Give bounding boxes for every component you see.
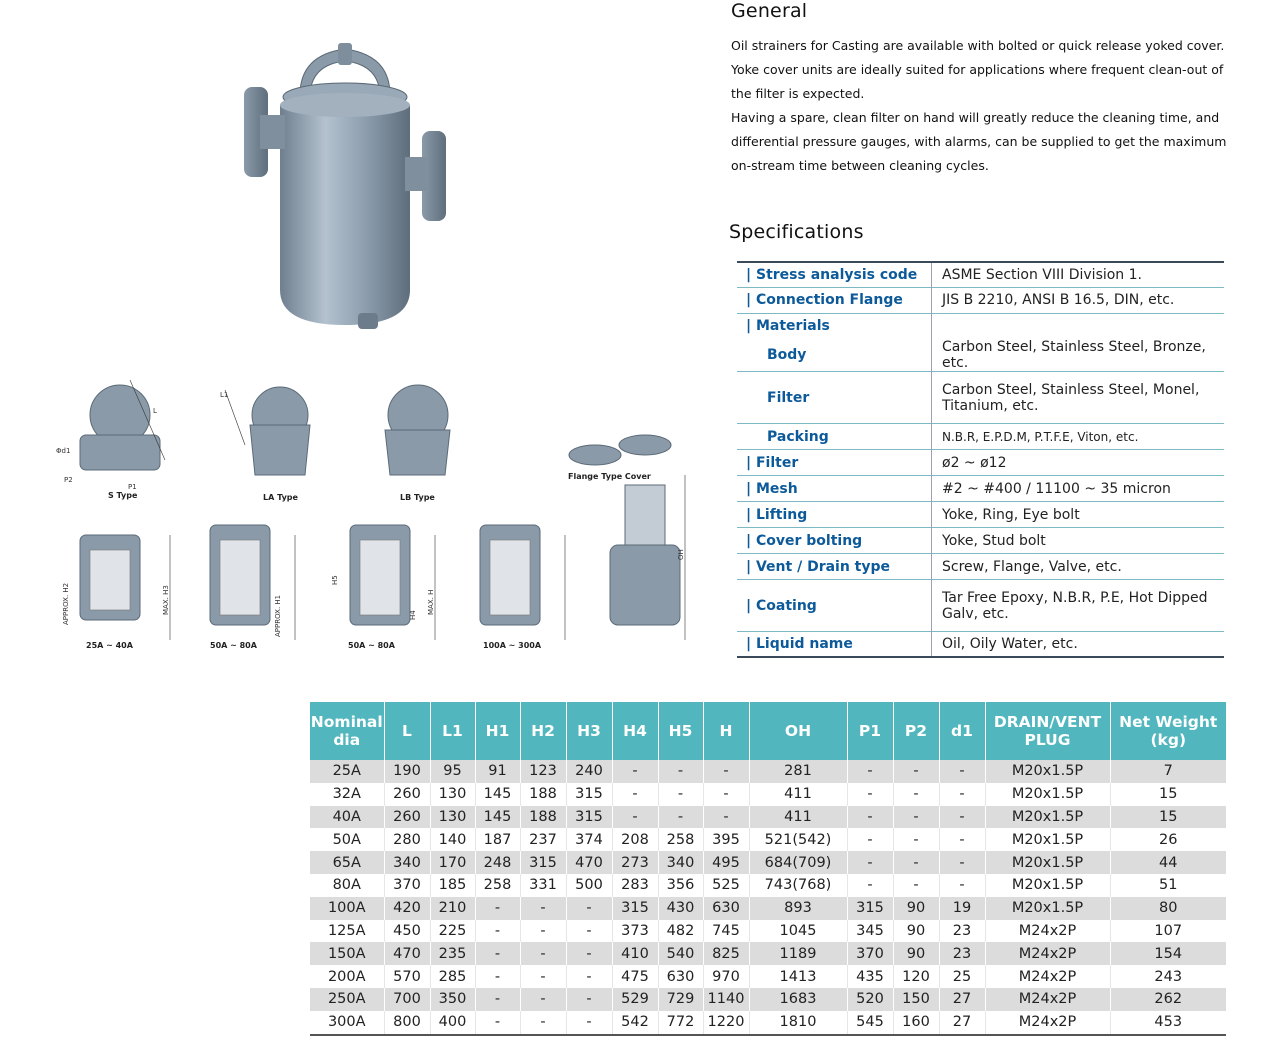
table-cell: - xyxy=(847,874,893,897)
dim-label: Φd1 xyxy=(56,447,71,455)
table-cell: 374 xyxy=(566,828,612,851)
table-cell: - xyxy=(520,897,566,920)
spec-row: | Materials xyxy=(737,313,1224,339)
table-cell: 90 xyxy=(893,920,939,943)
table-cell: 520 xyxy=(847,988,893,1011)
table-cell: 208 xyxy=(612,828,658,851)
size-label-50-80a: 50A ~ 80A xyxy=(210,641,257,650)
table-cell: 187 xyxy=(475,828,520,851)
table-cell: 23 xyxy=(939,920,985,943)
table-cell: 188 xyxy=(520,783,566,806)
dim-label: H5 xyxy=(331,575,339,585)
table-cell: 120 xyxy=(893,965,939,988)
table-cell: 140 xyxy=(430,828,475,851)
table-row xyxy=(310,897,1226,920)
table-cell: 188 xyxy=(520,806,566,829)
table-cell: - xyxy=(566,965,612,988)
table-cell: 684(709) xyxy=(749,851,847,874)
table-row xyxy=(310,806,1226,829)
table-cell: - xyxy=(847,783,893,806)
table-cell: 411 xyxy=(749,806,847,829)
table-cell: 260 xyxy=(384,806,430,829)
table-cell: M24x2P xyxy=(985,965,1110,988)
table-cell: 331 xyxy=(520,874,566,897)
table-cell: 800 xyxy=(384,1011,430,1035)
table-cell: 395 xyxy=(703,828,749,851)
spec-row: | Liquid name Oil, Oily Water, etc. xyxy=(737,632,1224,657)
table-cell: - xyxy=(847,828,893,851)
table-cell: 19 xyxy=(939,897,985,920)
table-cell: 970 xyxy=(703,965,749,988)
table-cell: 262 xyxy=(1110,988,1226,1011)
table-cell: 40A xyxy=(310,806,384,829)
table-cell: 453 xyxy=(1110,1011,1226,1035)
table-row xyxy=(310,851,1226,874)
table-cell: 273 xyxy=(612,851,658,874)
table-cell: M20x1.5P xyxy=(985,806,1110,829)
table-cell: - xyxy=(658,806,703,829)
table-cell: 80A xyxy=(310,874,384,897)
table-cell: - xyxy=(658,783,703,806)
table-cell: 260 xyxy=(384,783,430,806)
table-cell: 91 xyxy=(475,760,520,783)
table-cell: - xyxy=(520,965,566,988)
specifications-table xyxy=(737,261,1224,658)
column-header: DRAIN/VENT PLUG xyxy=(985,702,1110,760)
spec-row: Packing N.B.R, E.P.D.M, P.T.F.E, Viton, etc. xyxy=(737,424,1224,450)
table-cell: 283 xyxy=(612,874,658,897)
general-description xyxy=(731,34,1236,178)
spec-row: | Stress analysis code ASME Section VIII Division 1. xyxy=(737,262,1224,287)
table-cell: 80 xyxy=(1110,897,1226,920)
column-header: Net Weight (kg) xyxy=(1110,702,1226,760)
type-label-flange-cover: Flange Type Cover xyxy=(568,472,651,481)
table-cell: 170 xyxy=(430,851,475,874)
table-cell: 248 xyxy=(475,851,520,874)
table-cell: 15 xyxy=(1110,806,1226,829)
table-cell: - xyxy=(566,920,612,943)
table-cell: - xyxy=(520,920,566,943)
table-cell: 315 xyxy=(566,806,612,829)
table-cell: - xyxy=(475,988,520,1011)
spec-row: | Mesh #2 ~ #400 / 11100 ~ 35 micron xyxy=(737,476,1224,502)
specifications-title: Specifications xyxy=(729,221,864,243)
table-cell: - xyxy=(612,806,658,829)
table-cell: 1189 xyxy=(749,942,847,965)
table-cell: 130 xyxy=(430,783,475,806)
table-cell: 430 xyxy=(658,897,703,920)
type-label-lb: LB Type xyxy=(400,493,435,502)
table-cell: 200A xyxy=(310,965,384,988)
table-cell: M20x1.5P xyxy=(985,828,1110,851)
table-cell: 340 xyxy=(384,851,430,874)
table-cell: - xyxy=(893,806,939,829)
table-cell: - xyxy=(475,942,520,965)
table-cell: 1140 xyxy=(703,988,749,1011)
table-cell: 26 xyxy=(1110,828,1226,851)
table-cell: 95 xyxy=(430,760,475,783)
spec-row: | Lifting Yoke, Ring, Eye bolt xyxy=(737,502,1224,528)
table-cell: 90 xyxy=(893,942,939,965)
column-header: L1 xyxy=(430,702,475,760)
table-cell: 130 xyxy=(430,806,475,829)
table-cell: 400 xyxy=(430,1011,475,1035)
table-cell: 700 xyxy=(384,988,430,1011)
general-title: General xyxy=(731,0,808,22)
table-cell: 772 xyxy=(658,1011,703,1035)
table-cell: - xyxy=(893,851,939,874)
table-cell: - xyxy=(847,760,893,783)
table-row xyxy=(310,783,1226,806)
table-cell: M24x2P xyxy=(985,1011,1110,1035)
spec-row: | Connection Flange JIS B 2210, ANSI B 16.5, DIN, etc. xyxy=(737,287,1224,313)
table-cell: 470 xyxy=(566,851,612,874)
column-header: H2 xyxy=(520,702,566,760)
table-cell: - xyxy=(939,760,985,783)
table-cell: 1810 xyxy=(749,1011,847,1035)
dim-label: H4 xyxy=(409,610,417,620)
table-cell: - xyxy=(939,828,985,851)
table-cell: 258 xyxy=(658,828,703,851)
column-header: OH xyxy=(749,702,847,760)
table-cell: 210 xyxy=(430,897,475,920)
spec-row: | Vent / Drain type Screw, Flange, Valve, etc. xyxy=(737,554,1224,580)
table-cell: 525 xyxy=(703,874,749,897)
table-cell: 410 xyxy=(612,942,658,965)
table-cell: 630 xyxy=(658,965,703,988)
table-cell: - xyxy=(847,851,893,874)
column-header: d1 xyxy=(939,702,985,760)
table-row xyxy=(310,828,1226,851)
dim-label: L1 xyxy=(220,391,229,399)
table-cell: M24x2P xyxy=(985,942,1110,965)
table-cell: 240 xyxy=(566,760,612,783)
dimension-table-header xyxy=(310,702,1226,760)
table-cell: 893 xyxy=(749,897,847,920)
table-cell: 23 xyxy=(939,942,985,965)
table-cell: 495 xyxy=(703,851,749,874)
table-cell: 315 xyxy=(566,783,612,806)
column-header: P2 xyxy=(893,702,939,760)
spec-row: | Cover bolting Yoke, Stud bolt xyxy=(737,528,1224,554)
table-cell: - xyxy=(893,874,939,897)
table-cell: 529 xyxy=(612,988,658,1011)
table-cell: 370 xyxy=(384,874,430,897)
table-cell: M20x1.5P xyxy=(985,874,1110,897)
table-cell: 373 xyxy=(612,920,658,943)
table-cell: 370 xyxy=(847,942,893,965)
table-cell: 285 xyxy=(430,965,475,988)
table-cell: 545 xyxy=(847,1011,893,1035)
table-cell: 15 xyxy=(1110,783,1226,806)
table-cell: - xyxy=(939,783,985,806)
table-cell: 300A xyxy=(310,1011,384,1035)
table-cell: 435 xyxy=(847,965,893,988)
table-row xyxy=(310,965,1226,988)
spec-row: Filter Carbon Steel, Stainless Steel, Monel, Titanium, etc. xyxy=(737,372,1224,424)
column-header: H1 xyxy=(475,702,520,760)
dim-label: P1 xyxy=(128,483,137,491)
table-cell: - xyxy=(893,760,939,783)
table-cell: - xyxy=(658,760,703,783)
table-cell: 145 xyxy=(475,783,520,806)
table-cell: 160 xyxy=(893,1011,939,1035)
table-cell: 743(768) xyxy=(749,874,847,897)
table-cell: - xyxy=(475,897,520,920)
column-header: P1 xyxy=(847,702,893,760)
table-cell: 190 xyxy=(384,760,430,783)
table-cell: 1045 xyxy=(749,920,847,943)
table-cell: 470 xyxy=(384,942,430,965)
type-label-la: LA Type xyxy=(263,493,298,502)
table-cell: 185 xyxy=(430,874,475,897)
table-cell: 7 xyxy=(1110,760,1226,783)
table-cell: 25 xyxy=(939,965,985,988)
table-cell: - xyxy=(566,988,612,1011)
table-cell: - xyxy=(612,783,658,806)
spec-row: | Coating Tar Free Epoxy, N.B.R, P.E, Hot Dipped Galv, etc. xyxy=(737,580,1224,632)
table-cell: - xyxy=(703,783,749,806)
size-label-50-80b: 50A ~ 80A xyxy=(348,641,395,650)
table-cell: - xyxy=(566,897,612,920)
table-cell: 27 xyxy=(939,1011,985,1035)
table-cell: M24x2P xyxy=(985,988,1110,1011)
table-cell: 521(542) xyxy=(749,828,847,851)
table-cell: - xyxy=(939,851,985,874)
dim-label: MAX. H xyxy=(427,589,435,615)
table-cell: 65A xyxy=(310,851,384,874)
dim-label: L xyxy=(153,407,157,415)
size-label-100-300: 100A ~ 300A xyxy=(483,641,542,650)
table-cell: 243 xyxy=(1110,965,1226,988)
table-cell: M20x1.5P xyxy=(985,783,1110,806)
table-cell: 258 xyxy=(475,874,520,897)
table-cell: - xyxy=(612,760,658,783)
table-cell: - xyxy=(939,874,985,897)
general-paragraph: Having a spare, clean filter on hand will greatly reduce the cleaning time, and differential pressure gauges, with alarms, can be supplied to get the maximum on-stream time between cleaning cycles. xyxy=(731,110,1227,173)
dim-label: APPROX. H1 xyxy=(274,594,282,637)
table-cell: 315 xyxy=(612,897,658,920)
table-cell: 100A xyxy=(310,897,384,920)
table-cell: 542 xyxy=(612,1011,658,1035)
table-cell: 482 xyxy=(658,920,703,943)
table-cell: - xyxy=(520,988,566,1011)
spec-row: | Filter ø2 ~ ø12 xyxy=(737,450,1224,476)
table-cell: 315 xyxy=(847,897,893,920)
table-cell: 125A xyxy=(310,920,384,943)
table-cell: 280 xyxy=(384,828,430,851)
table-cell: 315 xyxy=(520,851,566,874)
column-header: H5 xyxy=(658,702,703,760)
column-header: L xyxy=(384,702,430,760)
product-image-oil-strainer xyxy=(230,35,460,335)
table-cell: 570 xyxy=(384,965,430,988)
dim-label: APPROX. H2 xyxy=(62,582,70,625)
table-cell: 237 xyxy=(520,828,566,851)
table-cell: 630 xyxy=(703,897,749,920)
table-cell: 1413 xyxy=(749,965,847,988)
dim-label: MAX. H3 xyxy=(162,585,170,615)
table-cell: 729 xyxy=(658,988,703,1011)
table-cell: 123 xyxy=(520,760,566,783)
table-cell: - xyxy=(566,1011,612,1035)
column-header: H4 xyxy=(612,702,658,760)
column-header: H xyxy=(703,702,749,760)
table-cell: 745 xyxy=(703,920,749,943)
table-cell: - xyxy=(520,942,566,965)
table-cell: 90 xyxy=(893,897,939,920)
table-cell: 107 xyxy=(1110,920,1226,943)
table-cell: 145 xyxy=(475,806,520,829)
type-label-s: S Type xyxy=(108,491,138,500)
table-row xyxy=(310,988,1226,1011)
table-cell: M24x2P xyxy=(985,920,1110,943)
table-cell: - xyxy=(475,920,520,943)
table-cell: 420 xyxy=(384,897,430,920)
table-cell: 154 xyxy=(1110,942,1226,965)
table-cell: M20x1.5P xyxy=(985,897,1110,920)
table-cell: - xyxy=(703,760,749,783)
table-cell: 27 xyxy=(939,988,985,1011)
table-cell: - xyxy=(520,1011,566,1035)
table-cell: 500 xyxy=(566,874,612,897)
table-cell: 475 xyxy=(612,965,658,988)
table-cell: - xyxy=(475,1011,520,1035)
table-cell: 340 xyxy=(658,851,703,874)
type-drawings xyxy=(50,375,700,655)
table-row xyxy=(310,942,1226,965)
table-cell: 1683 xyxy=(749,988,847,1011)
column-header: Nominal dia xyxy=(310,702,384,760)
table-cell: - xyxy=(893,783,939,806)
size-label-25-40: 25A ~ 40A xyxy=(86,641,133,650)
table-cell: 356 xyxy=(658,874,703,897)
table-cell: 25A xyxy=(310,760,384,783)
table-row xyxy=(310,920,1226,943)
dimension-table xyxy=(310,702,1226,1036)
table-cell: 345 xyxy=(847,920,893,943)
table-cell: - xyxy=(893,828,939,851)
table-cell: 540 xyxy=(658,942,703,965)
table-cell: 225 xyxy=(430,920,475,943)
table-cell: - xyxy=(566,942,612,965)
table-cell: 281 xyxy=(749,760,847,783)
table-cell: - xyxy=(475,965,520,988)
table-cell: 150 xyxy=(893,988,939,1011)
table-cell: 32A xyxy=(310,783,384,806)
column-header: H3 xyxy=(566,702,612,760)
table-cell: 450 xyxy=(384,920,430,943)
table-cell: 350 xyxy=(430,988,475,1011)
table-cell: M20x1.5P xyxy=(985,851,1110,874)
table-cell: 235 xyxy=(430,942,475,965)
table-cell: - xyxy=(939,806,985,829)
table-cell: 250A xyxy=(310,988,384,1011)
table-cell: - xyxy=(703,806,749,829)
table-cell: 411 xyxy=(749,783,847,806)
general-paragraph: Oil strainers for Casting are available with bolted or quick release yoked cover. Yoke cover units are ideally suited for applications where frequent clean-out of the filter is expected. xyxy=(731,38,1225,101)
table-row xyxy=(310,760,1226,783)
table-cell: 1220 xyxy=(703,1011,749,1035)
table-cell: 50A xyxy=(310,828,384,851)
table-cell: 51 xyxy=(1110,874,1226,897)
table-cell: 44 xyxy=(1110,851,1226,874)
table-row xyxy=(310,1011,1226,1035)
table-cell: M20x1.5P xyxy=(985,760,1110,783)
dim-label: OH xyxy=(677,549,685,560)
table-cell: - xyxy=(847,806,893,829)
table-cell: 825 xyxy=(703,942,749,965)
table-row xyxy=(310,874,1226,897)
spec-row: Body Carbon Steel, Stainless Steel, Bronze, etc. xyxy=(737,339,1224,372)
table-cell: 150A xyxy=(310,942,384,965)
dim-label: P2 xyxy=(64,476,73,484)
